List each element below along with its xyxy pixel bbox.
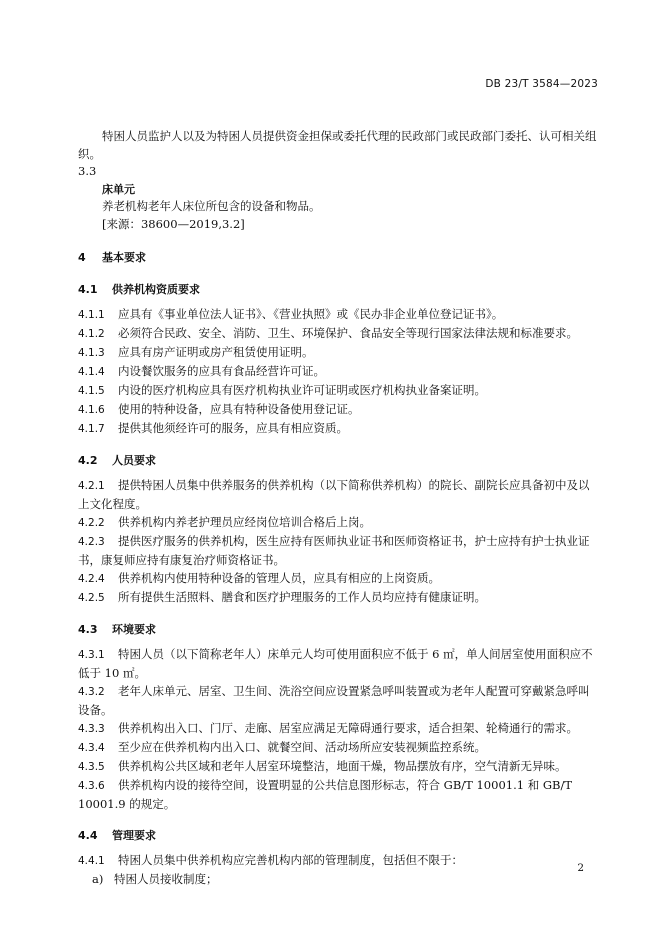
clause: 4.4.1 特困人员集中供养机构应完善机构内部的管理制度，包括但不限于： bbox=[78, 853, 463, 867]
page-body bbox=[78, 128, 598, 888]
page-number: 2 bbox=[577, 862, 584, 874]
clause: 4.2.1 提供特困人员集中供养服务的供养机构（以下简称供养机构）的院长、副院长应具备初中及以上文化程度。 bbox=[78, 478, 590, 511]
section-4-2-heading: 4.2 人员要求 bbox=[78, 454, 156, 467]
clause: 4.2.3 提供医疗服务的供养机构，医生应持有医师执业证书和医师资格证书，护士应持有护士执业证书，康复师应持有康复治疗师资格证书。 bbox=[78, 534, 590, 567]
clause: 4.1.4 内设餐饮服务的应具有食品经营许可证。 bbox=[78, 364, 325, 378]
clause: 4.2.5 所有提供生活照料、膳食和医疗护理服务的工作人员均应持有健康证明。 bbox=[78, 590, 486, 604]
clause: 4.1.5 内设的医疗机构应具有医疗机构执业许可证明或医疗机构执业备案证明。 bbox=[78, 383, 486, 397]
clause: 4.1.7 提供其他须经许可的服务，应具有相应资质。 bbox=[78, 421, 348, 435]
list-item: a) 特困人员接收制度； bbox=[92, 872, 218, 886]
clause: 4.3.2 老年人床单元、居室、卫生间、洗浴空间应设置紧急呼叫装置或为老年人配置可穿戴紧急呼叫设备。 bbox=[78, 684, 590, 717]
clause: 4.3.6 供养机构内设的接待空间，设置明显的公共信息图形标志，符合 GB/T 10001.1 和 GB/T 10001.9 的规定。 bbox=[78, 778, 573, 811]
section-4-1-heading: 4.1 供养机构资质要求 bbox=[78, 283, 200, 296]
term-definition: 养老机构老年人床位所包含的设备和物品。 bbox=[102, 199, 321, 213]
section-4-3-heading: 4.3 环境要求 bbox=[78, 623, 156, 636]
clause: 4.2.4 供养机构内使用特种设备的管理人员，应具有相应的上岗资质。 bbox=[78, 571, 440, 585]
clause: 4.3.5 供养机构公共区域和老年人居室环境整洁，地面干燥，物品摆放有序，空气清新无异味。 bbox=[78, 759, 567, 773]
section-4-4-items bbox=[78, 851, 598, 888]
clause: 4.1.3 应具有房产证明或房产租赁使用证明。 bbox=[78, 345, 314, 359]
clause: 4.3.3 供养机构出入口、门厅、走廊、居室应满足无障碍通行要求，适合担架、轮椅通行的需求。 bbox=[78, 721, 578, 735]
term-name: 床单元 bbox=[102, 182, 135, 196]
clause: 4.3.1 特困人员（以下简称老年人）床单元人均可使用面积应不低于 6 ㎡，单人间居室使用面积应不低于 10 ㎡。 bbox=[78, 647, 593, 680]
clause: 4.2.2 供养机构内养老护理员应经岗位培训合格后上岗。 bbox=[78, 515, 371, 529]
section-4-4-heading: 4.4 管理要求 bbox=[78, 829, 156, 842]
clause: 4.1.1 应具有《事业单位法人证书》、《营业执照》或《民办非企业单位登记证书》。 bbox=[78, 307, 504, 321]
section-4-3-items bbox=[78, 645, 598, 813]
intro-paragraph: 特困人员监护人以及为特困人员提供资金担保或委托代理的民政部门或民政部门委托、认可相关组织。 bbox=[78, 129, 597, 161]
section-4-1-items bbox=[78, 305, 598, 438]
term-number: 3.3 bbox=[78, 164, 97, 178]
term-source: [来源：38600—2019,3.2] bbox=[102, 216, 245, 231]
clause: 4.1.2 必须符合民政、安全、消防、卫生、环境保护、食品安全等现行国家法律法规和标准要求。 bbox=[78, 326, 578, 340]
clause: 4.1.6 使用的特种设备，应具有特种设备使用登记证。 bbox=[78, 402, 360, 416]
section-4-heading: 4 基本要求 bbox=[78, 251, 146, 264]
section-4-2-items bbox=[78, 476, 598, 607]
clause: 4.3.4 至少应在供养机构内出入口、就餐空间、活动场所应安装视频监控系统。 bbox=[78, 740, 486, 754]
document-code: DB 23/T 3584—2023 bbox=[485, 78, 598, 90]
